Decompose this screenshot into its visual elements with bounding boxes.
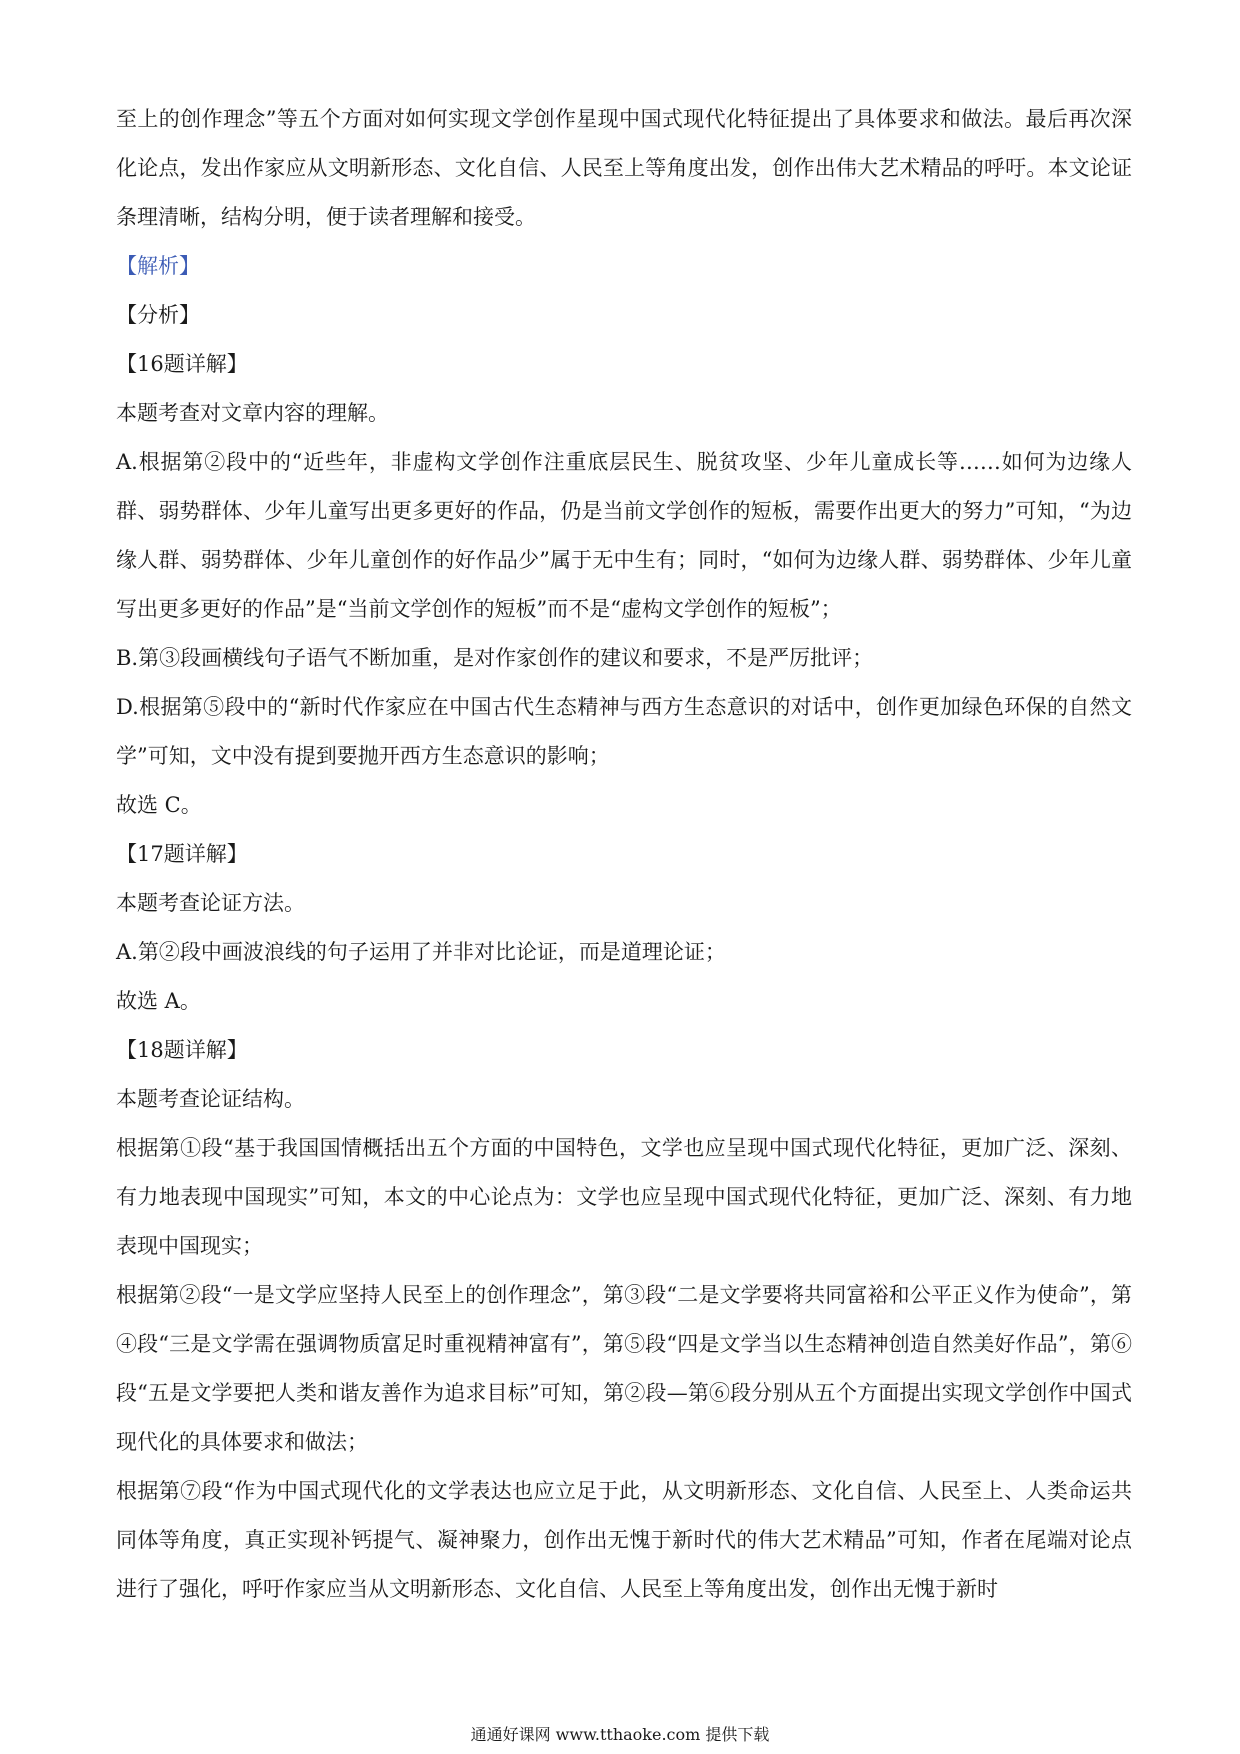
q18-para-1: 根据第①段“基于我国国情概括出五个方面的中国特色，文学也应呈现中国式现代化特征，更加广泛、深刻、有力地表现中国现实”可知，本文的中心论点为：文学也应呈现中国式现代化特征，更加广泛、深刻、有力地表现中国现实； bbox=[116, 1136, 1132, 1258]
q16-intro: 本题考查对文章内容的理解。 bbox=[116, 401, 389, 425]
section-fenxi-label: 【分析】 bbox=[116, 303, 200, 327]
section-jiexi-label[interactable]: 【解析】 bbox=[116, 254, 200, 278]
q18-para-2: 根据第②段“一是文学应坚持人民至上的创作理念”，第③段“二是文学要将共同富裕和公平正义作为使命”，第④段“三是文学需在强调物质富足时重视精神富有”，第⑤段“四是文学当以生态精神创造自然美好作品”，第⑥段“五是文学要把人类和谐友善作为追求目标”可知，第②段—第⑥段分别从五个方面提出实现文学创作中国式现代化的具体要求和做法； bbox=[116, 1283, 1132, 1454]
page-footer: 通通好课网 www.tthaoke.com 提供下载 bbox=[470, 1725, 770, 1744]
q17-heading: 【17题详解】 bbox=[116, 842, 248, 866]
q16-option-d: D.根据第⑤段中的“新时代作家应在中国古代生态精神与西方生态意识的对话中，创作更加绿色环保的自然文学”可知，文中没有提到要抛开西方生态意识的影响； bbox=[116, 695, 1132, 768]
q18-intro: 本题考查论证结构。 bbox=[116, 1087, 305, 1111]
q18-heading: 【18题详解】 bbox=[116, 1038, 248, 1062]
q17-intro: 本题考查论证方法。 bbox=[116, 891, 305, 915]
q17-answer: 故选 A。 bbox=[116, 989, 201, 1013]
q16-answer: 故选 C。 bbox=[116, 793, 202, 817]
q17-option-a: A.第②段中画波浪线的句子运用了并非对比论证，而是道理论证； bbox=[116, 940, 726, 964]
q16-heading: 【16题详解】 bbox=[116, 352, 248, 376]
q16-option-a: A.根据第②段中的“近些年，非虚构文学创作注重底层民生、脱贫攻坚、少年儿童成长等……如何为边缘人群、弱势群体、少年儿童写出更多更好的作品，仍是当前文学创作的短板，需要作出更大的努力”可知，“为边缘人群、弱势群体、少年儿童创作的好作品少”属于无中生有；同时，“如何为边缘人群、弱势群体、少年儿童写出更多更好的作品”是“当前文学创作的短板”而不是“虚构文学创作的短板”； bbox=[116, 450, 1132, 621]
document-body bbox=[116, 95, 1132, 1614]
q18-para-3: 根据第⑦段“作为中国式现代化的文学表达也应立足于此，从文明新形态、文化自信、人民至上、人类命运共同体等角度，真正实现补钙提气、凝神聚力，创作出无愧于新时代的伟大艺术精品”可知，作者在尾端对论点进行了强化，呼吁作家应当从文明新形态、文化自信、人民至上等角度出发，创作出无愧于新时 bbox=[116, 1479, 1132, 1601]
paragraph-summary: 至上的创作理念”等五个方面对如何实现文学创作星现中国式现代化特征提出了具体要求和做法。最后再次深化论点，发出作家应从文明新形态、文化自信、人民至上等角度出发，创作出伟大艺术精品的呼吁。本文论证条理清晰，结构分明，便于读者理解和接受。 bbox=[116, 107, 1132, 229]
q16-option-b: B.第③段画横线句子语气不断加重，是对作家创作的建议和要求，不是严厉批评； bbox=[116, 646, 874, 670]
